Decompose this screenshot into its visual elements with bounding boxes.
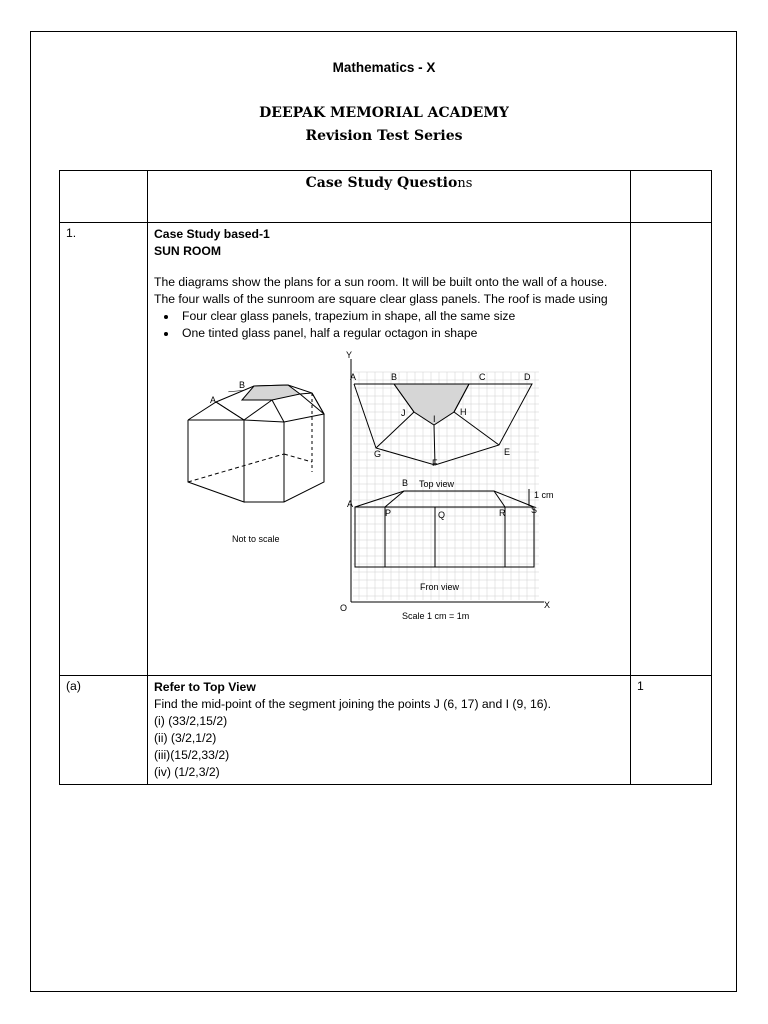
sun-room-diagram xyxy=(154,342,624,672)
scale-label: Scale 1 cm = 1m xyxy=(402,611,470,621)
question-body xyxy=(148,223,631,676)
top-label-c: C xyxy=(479,372,486,382)
top-label-a: A xyxy=(350,372,357,382)
table-header-row xyxy=(60,171,712,223)
top-label-f: F xyxy=(432,458,438,468)
left-label-b: B xyxy=(239,380,246,390)
option-4: (iv) (1/2,3/2) xyxy=(154,765,220,779)
axis-x-label: X xyxy=(544,600,551,610)
question-row-1 xyxy=(60,223,712,676)
front-label-b: B xyxy=(402,478,409,488)
measure-label: 1 cm xyxy=(534,490,554,500)
header-cell-number xyxy=(60,171,148,223)
header-cell-marks xyxy=(631,171,712,223)
case-study-heading xyxy=(154,175,624,191)
sub-question-body xyxy=(148,676,631,785)
question-subtitle: SUN ROOM xyxy=(154,244,222,258)
header-cell-title xyxy=(148,171,631,223)
option-3: (iii)(15/2,33/2) xyxy=(154,748,230,762)
question-marks xyxy=(631,223,712,676)
option-1: (i) (33/2,15/2) xyxy=(154,714,228,728)
top-label-i: I xyxy=(433,414,436,424)
front-label-q: Q xyxy=(438,510,446,520)
origin-label: O xyxy=(340,603,348,613)
top-view-caption: Top view xyxy=(419,479,455,489)
front-label-a: A xyxy=(347,499,354,509)
left-label-a: A xyxy=(210,395,217,405)
front-label-p: P xyxy=(385,508,392,518)
question-row-a xyxy=(60,676,712,785)
option-2: (ii) (3/2,1/2) xyxy=(154,731,217,745)
top-label-g: G xyxy=(374,449,382,459)
top-label-h: H xyxy=(460,407,467,417)
front-label-s: S xyxy=(531,505,538,515)
school-name: DEEPAK MEMORIAL ACADEMY xyxy=(259,105,509,121)
question-paragraph: The diagrams show the plans for a sun room. It will be built onto the wall of a house. The four walls of the sunroom are square clear glass panels. The roof is made using xyxy=(154,275,608,306)
question-title: Case Study based-1 xyxy=(154,227,270,241)
subject-title: Mathematics - X xyxy=(332,60,436,75)
top-label-b: B xyxy=(391,372,398,382)
top-label-e: E xyxy=(504,447,511,457)
sun-room-figure xyxy=(154,342,624,672)
sub-question-text: Find the mid-point of the segment joining the points J (6, 17) and I (9, 16). xyxy=(154,697,551,711)
front-view xyxy=(355,489,534,567)
front-label-r: R xyxy=(499,508,506,518)
isometric-sun-room xyxy=(188,385,324,502)
series-title: Revision Test Series xyxy=(305,128,463,144)
sub-question-label: (a) xyxy=(60,676,148,785)
bullet-item: • Four clear glass panels, trapezium in shape, all the same size xyxy=(178,308,624,325)
case-study-heading-main: Case Study Questio xyxy=(305,175,458,191)
question-table xyxy=(59,170,712,785)
sub-question-heading: Refer to Top View xyxy=(154,680,256,694)
roof-bullet-list xyxy=(154,308,624,342)
left-caption: Not to scale xyxy=(232,534,280,544)
case-study-heading-suffix: ns xyxy=(457,176,473,191)
axis-y-label: Y xyxy=(346,350,353,360)
sub-question-marks: 1 xyxy=(631,676,712,785)
question-number: 1. xyxy=(60,223,148,676)
top-label-j: J xyxy=(401,408,406,418)
bullet-item: • One tinted glass panel, half a regular octagon in shape xyxy=(178,325,624,342)
top-label-d: D xyxy=(524,372,531,382)
front-view-caption: Fron view xyxy=(420,582,460,592)
